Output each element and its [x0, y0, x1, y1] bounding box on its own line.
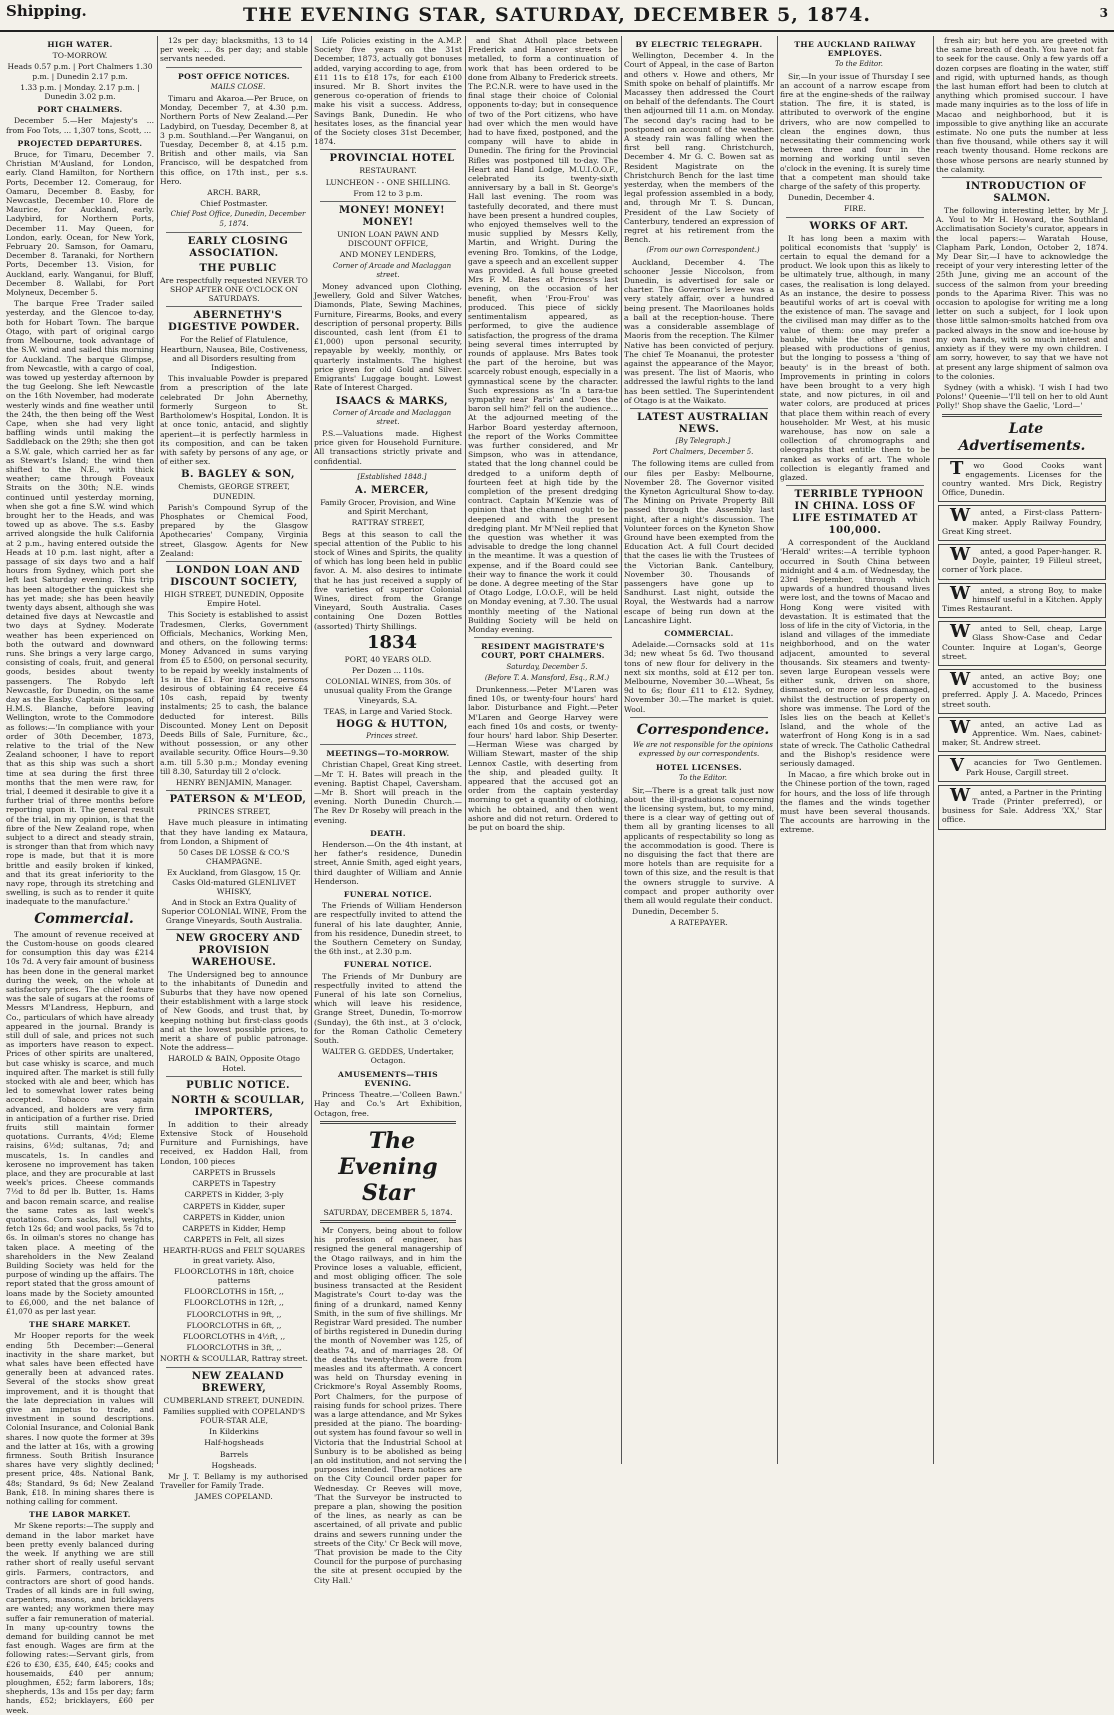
typhoon-heading: TERRIBLE TYPHOON IN CHINA. LOSS OF LIFE ESTIMATED AT 100,000. — [792, 489, 924, 537]
cask-size: Barrels — [219, 1449, 249, 1459]
commercial-text: The amount of revenue received at the Custom-house on goods cleared for consumption this day was £214 10s 7d. A very fair amount of business has been done in the general market during the week, on the whole at satisfactory prices. The chief feature was the sale of sugars at the rooms of Messrs M'Landress, Hepburn, and Co., particulars of which have already appeared in the journal. Brandy is still dull of sale, and prices not such as importers have reason to expect. Prices of other spirits are unaltered, but case whisky is scarce, and much inquired after. The market is still fully stocked with ale and beer, which has led to somewhat lower rates being accepted. Tobacco was again advanced, and holders are very firm in anticipation of a further rise. Dried fruits still maintain former quotations. Currants, 4½d; Eleme raisins, 6½d; sultanas, 7d; and muscatels, 1s. In candles and kerosene no improvement has taken place, and they are procurable at last week's prices. Cheese commands 7½d to 8d per lb. Butter, 1s. Hams and bacon remain scarce, and realise the same rates as last week's quotations. Corn sacks, full weights, fetch 12s 6d; and wool packs, 5s 7d to 6s. In oilman's stores no change has taken place. A meeting of the shareholders in the New Zealand Building Society was held for the purpose of winding up the affairs. The report stated that the gross amount of loans made by the Society amounted to £6,000, and the net balance of £1,070 as per last year. — [6, 929, 154, 1317]
mails-close-sub: MAILS CLOSE. — [210, 82, 266, 91]
luncheon-line: LUNCHEON - - ONE SHILLING. — [325, 177, 451, 187]
cask-size: Half-hogsheads — [204, 1438, 264, 1448]
carpet-item: CARPETS in Tapestry — [192, 1179, 276, 1189]
carpet-item: CARPETS in Kidder, super — [183, 1201, 285, 1211]
classified-ad — [938, 717, 1106, 753]
australian-news-text: The following items are culled from our files per Easby: Melbourne, November 28. The Governor visited the Kyneton Agricultural Show to-day. The Mining on Private Property Bill passed through the Assembly last night, after a night's discussion. The Volunteer forces on the Kyneton Show Ground have been exempted from the Education Act. A full Court decided that the cases lie with the Trustees of the Victorian Bank. Cantelbury, November 30. Thousands of passengers have gone up to Sandhurst. Last night, outside the Royal, the Westwards had a narrow escape of being run down at the Lancashire Light. — [624, 459, 774, 625]
letter-place-date: Dunedin, December 4. — [788, 193, 875, 203]
classified-ad — [938, 785, 1106, 830]
typhoon-continued-text: fresh air; but here you are greeted with the same breath of death. You have not far to seek for the cause. Only a few yards off a dozen corpses are floating in the water, stiff and rigid, with upturned hands, as though the last human effort had been to clutch at anything which promised succour. I have made many inquiries as to the loss of life in Macao and neighborhood, but it is impossible to give anything like an accurate estimate. No one puts the number at less than five thousand, while others say it will reach twenty thousand. Home reckons are those whose persons are nearly stunned by the calamity. — [936, 36, 1108, 174]
share-market-heading: THE SHARE MARKET. — [29, 1320, 131, 1330]
post-office-text: Timaru and Akaroa.—Per Bruce, on Monday, December 7, at 4.30 p.m. Northern Ports of New Zealand.—Per Ladybird, on Tuesday, December 8, at 3 p.m. Southland.—Per Wanganui, on Tuesday, December 8, at 4.15 p.m. British and other mails, via San Francisco, will be despatched from this office, on 17th inst., per s.s. Hero. — [160, 94, 308, 186]
post-office-heading: POST OFFICE NOTICES. — [178, 71, 290, 81]
column-1 — [6, 36, 154, 1715]
by-telegraph: [By Telegraph.] — [675, 436, 731, 445]
union-loan-text: Money advanced upon Clothing, Jewellery, Gold and Silver Watches, Diamonds, Plate, Sewing Machines, Furniture, Firearms, Books, and every description of personal property. Bills discounted, cash lent (from £1 to £1,000) upon personal security, repayable by weekly, monthly, or quarterly instalments. The highest price given for old Gold and Silver. Emigrants' Luggage bought. Lowest Rate of Interest Charged. — [314, 282, 462, 393]
column-6 — [780, 36, 930, 1464]
commercial-news-text: Adelaide.—Cornsacks sold at 11s 3d; new wheat 5s 6d. Two thousand tons of new flour for delivery in the next six months, sold at £12 per ton. Melbourne, November 30.—Wheat, 5s 9d to 6s; flour £11 to £12. Sydney, November 30.—The market is quiet. Wool. — [624, 640, 774, 714]
share-market-text: Mr Hooper reports for the week ending 5th December:—General inactivity in the share market, but what sales have been effected have generally been at advanced rates. Several of the stocks show great improvement, and it is thought that the late depreciation in values will give an impetus to trade, and investment in sound descriptions. Colonial Insurance, and Colonial Bank shares. I now quote the former at 39s and the latter at 16s, with a growing firmness. South British Insurance shares have very slightly declined; present price, 48s. National Bank, 48s; Standard, 9s 6d; New Zealand Bank, £18. In mining shares there is nothing calling for comment. — [6, 1331, 154, 1507]
cask-size: In Kilderkins — [209, 1427, 259, 1437]
teas-line: TEAS, in Large and Varied Stock. — [323, 706, 453, 716]
page-number: 3 — [1099, 6, 1108, 20]
isaacs-marks-name: ISAACS & MARKS, — [335, 395, 449, 407]
labor-market-text: Mr Skene reports:—The supply and demand in the labor market have been pretty evenly balanced during the week. If anything we are still rather short of really useful servant girls. Farmers, contractors, and contractors are short of good hands. Trades of all kinds are in full swing, carpenters, masons, and bricklayers are wanted; any workmen there may suffer a fair remuneration of material. In many up-country towns the demand for building cannot be met fast enough. Wages are firm at the following rates:—Servant girls, from £26 to £30, £35, £40, £45; cooks and housemaids, £40 per annum; ploughmen, £52; farm laborers, 18s; shepherds, 13s and 15s per day; farm hands, £52; bricklayers, £60 per week. — [6, 1521, 154, 1715]
death-text: Henderson.—On the 4th instant, at her father's residence, Dunedin street, Annie Smith, aged eight years, third daughter of William and Annie Henderson. — [314, 840, 462, 886]
classified-ad-text: Vacancies for Two Gentlemen. Park House, Cargill street. — [950, 755, 1102, 777]
classified-ad — [938, 544, 1106, 580]
arrivals-text: December 5.—Her Majesty's ... from Foo Tots, ... 1,307 tons, Scott, ... — [6, 116, 154, 135]
classified-ad-text: Wanted, a strong Boy, to make himself useful in a Kitchen. Apply Times Restaurant. — [942, 582, 1102, 613]
champagne-line: 50 Cases DE LOSSE & CO.'S CHAMPAGNE. — [178, 848, 290, 867]
restaurant-label: RESTAURANT. — [359, 166, 417, 176]
telegraph-text: Auckland, December 4. The schooner Jessie Niccolson, from Dunedin, is advertised for sale or charter. The Governor's levee was a very stately affair, over a hundred being present. The Maoriloanes holds a ball at the reception-house. There was a considerable assemblage of Maoris from the reception. The Kilmer Native has been convicted of perjury. The chief Te Moananui, the protester against the appearance of the Mayor, was present. The list of Maoris, who addressed the lawful rights to the land has been settled. The Superintendent of Otago is at the Waikato. — [624, 257, 774, 405]
departures-text: Bruce, for Timaru, December 7. Christian M'Ausland, for London, early. Cland Hamilton, for Northern Ports, December 12. Comeraug, for Oamaru, December 8. Easby, for Newcastle, December 10. Flore de Maurice, for Auckland, early. Ladybird, for Northern Ports, December 11. May Queen, for London, early. Ocean, for New York, February 20. Samson, for Oamaru, December 8. Taranaki, for Northern Ports, December 13. Vision, for Auckland, early. Wanganui, for Bluff, December 8. Wallabi, for Port Molyneux, December 5. — [6, 150, 154, 298]
established-line: [Established 1848.] — [357, 472, 427, 481]
floorcloth-item: FLOORCLOTHS in 12ft, ,, — [184, 1298, 284, 1308]
grocery-signature: HAROLD & BAIN, Opposite Otago Hotel. — [168, 1054, 300, 1073]
parrish-text: Parish's Compound Syrup of the Phosphates or Chemical Food, prepared by the Glasgow Apothecaries' Company, Virginia street, Glasgow. Agents for New Zealand: — [160, 502, 308, 558]
railway-employes-heading: THE AUCKLAND RAILWAY EMPLOYES. — [794, 40, 916, 59]
column-7 — [936, 36, 1108, 1464]
floorcloth-item: FLOORCLOTHS in 18ft, choice patterns — [174, 1266, 294, 1285]
brewery-heading: NEW ZEALAND BREWERY, — [191, 1370, 285, 1394]
high-water-sub: TO-MORROW. — [52, 51, 108, 61]
bellamy-text: Mr J. T. Bellamy is my authorised Traveller for Family Trade. — [160, 1471, 308, 1491]
grocery-heading: NEW GROCERY AND PROVISION WAREHOUSE. — [175, 932, 301, 968]
column-5 — [624, 36, 774, 1464]
classified-ad — [938, 669, 1106, 714]
hogg-hutton-address: Princes street. — [366, 731, 418, 740]
letter-signature: FIRE. — [844, 204, 866, 214]
isaacs-marks-ps: P.S.—Valuations made. Highest price given for Household Furniture. All transactions strictly private and confidential. — [314, 428, 462, 466]
meetings-text: Christian Chapel, Great King street.—Mr T. H. Bates will preach in the evening. Baptist Chapel, Caversham.—Mr B. Short will preach in the evening. North Dunedin Church.—The Rev Dr Roseby will preach in the evening. — [314, 760, 462, 825]
australian-news-date: Port Chalmers, December 5. — [652, 448, 754, 457]
early-closing-text: Are respectfully requested NEVER TO SHOP AFTER ONE O'CLOCK ON SATURDAYS. — [160, 275, 308, 304]
carpet-item: CARPETS in Kidder, union — [183, 1212, 285, 1222]
manager-name: HENRY BENJAMIN, Manager. — [175, 778, 293, 787]
postmaster-name: ARCH. BARR, — [207, 188, 261, 198]
correspondence-disclaimer: We are not responsible for the opinions expressed by our correspondents. — [633, 740, 773, 759]
wages-text: 12s per day; blacksmiths, 13 to 14 per week; ... 8s per day; and stable servants needed. — [160, 36, 308, 64]
anecdote-text: Sydney (with a whisk). 'I wish I had two Polons!' Queenie—'I'll tell on her to old Aunt Polly!' Shop shave the Gaelic, 'Lord—' — [936, 382, 1108, 411]
amusements-heading: AMUSEMENTS—THIS EVENING. — [338, 1069, 438, 1088]
column-rule — [777, 36, 778, 1464]
high-water-row: 1.33 p.m. | Monday. 2.17 p.m. | Dunedin 3.02 p.m. — [20, 82, 140, 102]
classified-ad — [938, 458, 1106, 503]
brewery-address: CUMBERLAND STREET, DUNEDIN. — [163, 1395, 305, 1405]
funeral-heading: FUNERAL NOTICE. — [343, 890, 433, 900]
post-office-date: Chief Post Office, Dunedin, December 5, 1874. — [170, 210, 306, 228]
commercial-heading: Commercial. — [34, 910, 134, 927]
north-scoullar-heading: NORTH & SCOULLAR, IMPORTERS, — [171, 1094, 305, 1118]
bagley-name: B. BAGLEY & SON, — [181, 469, 295, 481]
carpet-item: CARPETS in Brussels — [192, 1167, 276, 1177]
funeral-text: The Friends of Mr Dunbury are respectfully invited to attend the Funeral of his late son Cornelius, which will leave his residence, Grange Street, Dunedin, To-morrow (Sunday), the 6th inst., at 3 o'clock, for the Roman Catholic Cemetery South. — [314, 971, 462, 1046]
london-loan-address: HIGH STREET, DUNEDIN, Opposite Empire Hotel. — [164, 589, 304, 609]
floorcloth-item: FLOORCLOTHS in 4½ft, ,, — [182, 1331, 286, 1341]
column-2 — [160, 36, 308, 1502]
labor-market-heading: THE LABOR MARKET. — [29, 1510, 131, 1520]
to-the-editor: To the Editor. — [835, 60, 883, 69]
correspondent-note: (From our own Correspondent.) — [646, 246, 760, 255]
classified-ad-text: Wanted, a First-class Pattern-maker. Apply Railway Foundry, Great King street. — [942, 505, 1102, 536]
column-rule — [157, 36, 158, 1464]
hogg-hutton-name: HOGG & HUTTON, — [336, 718, 448, 730]
railway-letter-text: Sir,—In your issue of Thursday I see an account of a narrow escape from fire at the engine-sheds of the railway station. The fire, it is stated, is attributed to overwork of the engine drivers, who are now compelled to clean the engines down, thus necessitating their commencing work between three and four in the morning and working until seven o'clock in the evening. It is surely time that a competent man should take charge of the safety of this property. — [780, 71, 930, 192]
floorcloth-item: FLOORCLOTHS in 9ft, ,, — [186, 1309, 282, 1319]
works-of-art-text: It has long been a maxim with political economists that 'supply' is certain to equal the demand for a product. We look upon this as likely to be ultimately true, although, in many cases, the realisation is long delayed. As an instance, the desire to possess beautiful works of art is coeval with the existence of man. The savage and the civilised man may differ as to the value of them: one may prefer a bauble, while the other is most pleased with productions of genius, but the longing to possess a 'thing of beauty' is in the breast of both. Improvements in printing in colors have been brought to a very high state, and now pictures, in oil and water colors, are produced at prices that place them within reach of every householder. Mr West, at his music warehouse, has now on sale a collection of chromographs and oleographs that entitle them to be ranked as works of art. The whole collection is elegantly framed and glazed. — [780, 233, 930, 482]
provincial-hotel-heading: PROVINCIAL HOTEL — [329, 153, 455, 165]
classified-ad-text: Wanted, a Partner in the Printing Trade (Printer preferred), or business for Sale. Address 'XX,' Star office. — [942, 784, 1102, 825]
correspondence-heading: Correspondence. — [636, 721, 770, 738]
classified-ad-text: Wanted, a good Paper-hanger. R. Doyle, painter, 19 Filleul street, corner of York place. — [942, 543, 1102, 575]
amusements-text: Princess Theatre.—'Colleen Bawn.' Hay and Co.'s Art Exhibition, Octagon, free. — [314, 1090, 462, 1118]
paterson-address: PRINCES STREET, — [197, 807, 271, 817]
australian-news-heading: LATEST AUSTRALIAN NEWS. — [637, 411, 769, 435]
whisky-line: Ex Auckland, from Glasgow, 15 Qr. Casks Old-matured GLENLIVET WHISKY, — [167, 868, 301, 896]
column-rule — [465, 36, 466, 1464]
letter-signature: A RATEPAYER. — [670, 918, 728, 928]
salmon-text: The following interesting letter, by Mr J. A. Youl to Mr H. Howard, the Southland Acclimatisation Society's curator, appears in the local papers:— Waratah House, Clapham Park, London, October 2, 1874. My Dear Sir,—I have to acknowledge the receipt of your very interesting letter of the 25th June, giving me an account of the success of the salmon from your breeding ponds to the Aparima River. This was no occasion to apologise for writing me a long letter on such a subject, for I look upon those little salmon-smolts hatched from ova packed always in the snow and ice-house by my own hands, with so much interest and anxiety as if they were my own children. I am sorry, however, to say that we have not at present any large shipment of salmon ova to the colonies. — [936, 206, 1108, 381]
colonial-wines-line: COLONIAL WINES, from 30s. of unusual quality From the Grange Vineyards, S.A. — [323, 677, 453, 705]
to-the-editor: To the Editor. — [679, 774, 727, 783]
paterson-text: Have much pleasure in intimating that they have landing ex Mataura, from London, a Shipment of — [160, 818, 308, 846]
early-closing-heading: EARLY CLOSING ASSOCIATION. — [187, 235, 289, 259]
classified-ad-text: Wanted, an active Boy; one accustomed to the business preferred. Apply J. A. Macedo, Princes street south. — [942, 668, 1102, 709]
public-notice-heading: PUBLIC NOTICE. — [186, 1079, 290, 1091]
carpet-item: CARPETS in Kidder, Hemp — [182, 1223, 286, 1233]
north-scoullar-signature: NORTH & SCOULLAR, Rattray street. — [160, 1354, 308, 1364]
classified-ad-text: Wanted to Sell, cheap, Large Glass Show-Case and Cedar Counter. Inquire at Logan's, George street. — [942, 621, 1102, 661]
abernethy-heading: ABERNETHY'S DIGESTIVE POWDER. — [168, 310, 300, 334]
money-heading: MONEY! MONEY! MONEY! — [338, 205, 446, 229]
mercer-trade: Family Grocer, Provision, and Wine and Spirit Merchant, — [320, 497, 456, 517]
departures-heading: PROJECTED DEPARTURES. — [17, 138, 143, 148]
copeland-signature: JAMES COPELAND. — [195, 1492, 273, 1502]
mercer-text: Begs at this season to call the special attention of the Public to his stock of Wines and Spirits, the quality of which has long been held in public favor. A. M. also desires to intimate that he has just received a supply of five varieties of superior Colonial Wines, direct from the Grange Vineyard, South Australia. Cases containing One Dozen Bottles (assorted) Thirty Shillings. — [314, 529, 462, 631]
masthead — [0, 0, 1114, 32]
meetings-heading: MEETINGS—TO-MORROW. — [326, 749, 450, 759]
court-text: Drunkenness.—Peter M'Laren was fined 10s, or twenty-four hours' hard labor. Disturbance and Fight.—Peter M'Laren and George Harvey were each fined 10s and costs, or twenty-four hours' hard labor. Ship Deserter.—Herman Wiese was charged by William Stewart, master of the ship Lennox Castle, with deserting from the ship, and pleaded guilty. It appeared that the accused got an order from the captain yesterday morning to get a quantity of clothing, which he obtained, and then went ashore and did not return. Ordered to be put on board the ship. — [468, 685, 618, 833]
commercial-news-heading: COMMERCIAL. — [664, 628, 734, 638]
local-news-text: and Shat Atholl place between Frederick and Hanover streets be metalled, to form a continuation of work that has been ordered to be done from Albany to Frederick streets. The P.C.N.R. were to have used in the final stage their choice of Colonial opponents to-day; but in consequence of two of the Port citizens, who have had over which the men would have had to have fixed, postponed, and the company will have to abide in Dunedin. The firing for the Provincial Rifles was postponed till to-day. The Heart and Hand Lodge, M.U.I.O.O.F., celebrated its twenty-sixth anniversary by a ball in St. George's Hall last evening. The room was tastefully decorated, and there must have been present a hundred couples, who enjoyed themselves well to the music supplied by Messrs Kelly, Martin, and Wright. During the evening Bro. Tomkins, of the Lodge, gave a speech and an excellent supper was provided. A full house greeted Mrs F. M. Bates at Princess's last evening, on the occasion of her benefit, when 'Frou-Frou' was produced. This piece of sickly sentimentalism appeared, as performed, to give the audience satisfaction, the progress of the drama being several times interrupted by rounds of applause. Mrs Bates took the part of the heroine, but was scarcely robust enough, especially in a gymnastical scene by the character. Such expressions as 'In a tara-tue sympathy near Paris' and 'Does the baron sell him?' fell on the audience... At the adjourned meeting of the Harbor Board yesterday afternoon, the report of the Works Committee was further considered, and Mr Simpson, who was in attendance, stated that the long channel could be dredged to a uniform depth of fourteen feet at high tide by the completion of the present dredging contract. Captain M'Kenzie was of opinion that the channel ought to be deepened and with the present dredging plant. Mr M'Neil replied that the question was whether it was advisable to dredge the long channel in the meantime. It was a question of expense, and if the Board could see their way to finance the work it could be done. A degree meeting of the Star of Otago Lodge, I.O.O.F., will be held on Monday evening, at 7.30. The usual monthly meeting of the National Building Society will be held on Monday evening. — [468, 36, 618, 634]
carpet-item: CARPETS in Felt, all sizes — [183, 1235, 285, 1245]
carpet-item: CARPETS in Kidder, 3-ply — [184, 1190, 284, 1200]
late-advertisements-heading: Late Advertisements. — [958, 420, 1086, 454]
column-rule — [311, 36, 312, 1464]
mercer-address: RATTRAY STREET, — [351, 518, 425, 528]
section-title-shipping: Shipping. — [6, 2, 87, 20]
early-closing-public: THE PUBLIC — [199, 262, 277, 274]
hearth-rugs-line: HEARTH-RUGS and FELT SQUARES in great variety. Also, — [162, 1246, 306, 1265]
per-dozen-line: Per Dozen ... 110s. — [351, 665, 425, 675]
classified-ad — [938, 505, 1106, 541]
death-heading: DEATH. — [370, 828, 406, 838]
editorial-text: Mr Conyers, being about to follow his profession of engineer, has resigned the general managership of the Otago railways, and in him the Province loses a valuable, efficient, and most obliging officer. The sole business transacted at the Resident Magistrate's Court to-day was the fining of a drunkard, named Kenny Smith, in the sum of five shillings. Mr Registrar Ward presided. The number of births registered in Dunedin during the month of November was 125, of deaths 74, and of marriages 28. Of the deaths twenty-three were from measles and its aftermath. A concert was held on Thursday evening in Crickmore's Royal Assembly Rooms, Port Chalmers, for the purpose of raising funds for school prizes. There was a large attendance, and Mr Sykes presided at the piano. The boarding-out system has found favour so well in Victoria that the Industrial School at Sunbury is to be abolished as being an old institution, and not serving the purposes intended. Thera notices are on the City Council order paper for Wednesday. Cr Reeves will move, 'That the Surveyor be instructed to prepare a plan, showing the position of the lines, as nearly as can be ascertained, of all private and public drains and sewers running under the streets of the City.' Cr Beck will move, 'That provision be made to the City Council for the purpose of purchasing the site at present occupied by the City Hall.' — [314, 1225, 462, 1585]
court-date: Saturday, December 5. — [506, 662, 588, 671]
union-loan-heading: UNION LOAN PAWN AND DISCOUNT OFFICE, — [337, 230, 439, 249]
amp-society-text: Life Policies existing in the A.M.P. Society five years on the 31st December, 1873, actually got bonuses added, varying according to age, from £11 11s to £18 17s, for each £100 insured. Mr B. Short invites the generous co-operation of friends to make his visit a success. Address, Savings Bank, Dunedin. He who hesitates loses, as the financial year of the Society closes 31st December, 1874. — [314, 36, 462, 147]
column-rule — [621, 36, 622, 1464]
abernethy-sub: For the Relief of Flatulence, Heartburn, Nausea, Bile, Costiveness, and all Disorders resulting from Indigestion. — [160, 335, 308, 373]
shipping-report: The barque Free Trader sailed yesterday, and the Glencoe to-day, both for Hobart Town. The barque Otago, with part of original cargo from Melbourne, took advantage of the S.W. wind and sailed this morning for Auckland. The barque Glimpse, from Newcastle, with a cargo of coal, was towed up yesterday afternoon by the tug Geelong. She left Newcastle on the 16th November, had moderate westerly winds and fine weather until the 24th, the then being off the West Cape, when she had very light baffling winds until making the Saddleback on the 29th; she then got a S.W. gale, which carried her as far as Stewart's Island; the wind then shifted to the N.E., with thick weather; came through Foveaux Straits on the 30th; N.E. winds continued until yesterday morning, when she got a fine S.W. wind which brought her to the Heads, and was towed up as above. The s.s. Easby arrived alongside the hulk California at 2 p.m., having entered outside the Heads at 10 p.m. last night, after a passage of six days two and a half hours from Sydney, which port she left last Saturday evening. This trip has been altogether the quickest she has yet made; she has been heavily twenty days absent, although she was detained five days at Newcastle and two days at Sydney. Moderate weather has been experienced on both the outward and downward runs. She brings a very large cargo, consisting of coals, fruit, and general goods, besides about twenty passengers. The Robydo left Newcastle, for Dunedin, on the same day as the Easby. Captain Simpson, of H.M.S. Blanche, before leaving Wellington, wrote to the Commodore as follows:—'In compliance with your order of 30th December, 1873, relative to the trial of the New Zealand schooner, I have to report that as this ship was such a short time at sea during the first three months that the men were raw, for trial, I deemed it desirable to give it a further trial of three months before reporting upon it. The general result of the trial, in my opinion, is that the fibre of the New Zealand rope, when subject to a direct and steady strain, is stronger than that from which navy rope is made, but that it is more brittle and easily broken if kinked, and that its great inferiority to the navy rope, through its stretching and swelling, is such as to render it quite inadequate to the manufacture.' — [6, 299, 154, 907]
typhoon-text: In Macao, a fire which broke out in the Chinese portion of the town, raged for hours, and the loss of life through the flames and the winds together must have been several thousands. The accounts are harrowing in the extreme. — [780, 770, 930, 835]
undertaker-signature: WALTER G. GEDDES, Undertaker, Octagon. — [322, 1047, 454, 1066]
port-year: 1834 — [366, 631, 418, 653]
luncheon-time: From 12 to 3 p.m. — [353, 188, 423, 198]
grocery-text: The Undersigned beg to announce to the inhabitants of Dunedin and Suburbs that they have now opened their establishment with a large stock of New Goods, and trust that, by keeping nothing but first-class goods and at the lowest possible prices, to merit a share of public patronage. Note the address— — [160, 969, 308, 1053]
union-loan-sub: AND MONEY LENDERS, — [339, 250, 437, 260]
london-loan-heading: LONDON LOAN AND DISCOUNT SOCIETY, — [170, 564, 301, 588]
court-presiding: (Before T. A. Mansford, Esq., R.M.) — [484, 673, 610, 682]
floorcloth-item: FLOORCLOTHS in 15ft, ,, — [184, 1287, 284, 1297]
classified-ad — [938, 621, 1106, 666]
funeral-heading: FUNERAL NOTICE. — [343, 960, 433, 970]
column-4 — [468, 36, 618, 1464]
works-of-art-heading: WORKS OF ART. — [809, 220, 909, 232]
telegraph-heading: BY ELECTRIC TELEGRAPH. — [635, 40, 763, 49]
brewery-text: Families supplied with COPELAND'S FOUR-STAR ALE, — [162, 1406, 306, 1425]
north-scoullar-text: In addition to their already Extensive Stock of Household Furniture and Furnishings, have received, ex Haddon Hall, from London, 100 pieces — [160, 1119, 308, 1166]
letter-place-date: Dunedin, December 5. — [632, 907, 719, 917]
column-rule — [933, 36, 934, 1464]
port-heading: PORT CHALMERS. — [37, 105, 123, 115]
high-water-row: Heads 0.57 p.m. | Port Chalmers 1.30 p.m. | Dunedin 2.17 p.m. — [7, 62, 153, 81]
column-3 — [314, 36, 462, 1585]
typhoon-text: A correspondent of the Auckland 'Herald' writes:—A terrible typhoon occurred in South China between midnight and 4 a.m. of Wednesday, the 23rd September, through which upwards of a hundred thousand lives were lost, and the towns of Macao and Hong Kong were visited with devastation. It is estimated that the loss of life in the city of Victoria, in the island and villages of the immediate neighborhood, and on the water adjacent, amounted to several thousands. Six steamers and twenty-seven large European vessels were either sunk, driven on shore, dismasted, or more or less damaged, whilst the destruction of property on shore was immense. The Lord of the Isles lies on the beach at Kellet's Island, and the whole of the waterfront of Hong Kong is in a sad state of wreck. The Catholic Cathedral and the Bishop's residence were seriously damaged. — [780, 538, 930, 769]
funeral-text: The Friends of William Henderson are respectfully invited to attend the funeral of his late daughter, Annie, from his residence, Dunedin street, to the Southern Cemetery on Sunday, the 6th inst., at 2.30 p.m. — [314, 901, 462, 957]
newspaper-title: THE EVENING STAR, SATURDAY, DECEMBER 5, 1874. — [243, 4, 871, 26]
bagley-address: Chemists, GEORGE STREET, DUNEDIN. — [178, 482, 290, 501]
cask-size: Hogsheads. — [211, 1460, 257, 1470]
postmaster-title: Chief Postmaster. — [200, 199, 268, 209]
union-loan-address: Corner of Arcade and Maclaggan street. — [332, 261, 452, 279]
floorcloth-item: FLOORCLOTHS in 6ft, ,, — [186, 1320, 282, 1330]
mercer-name: A. MERCER, — [354, 484, 430, 496]
magistrates-court-heading: RESIDENT MAGISTRATE'S COURT, PORT CHALMERS. — [481, 642, 605, 661]
classified-ad-text: Wanted, an active Lad as Apprentice. Wm. Naes, cabinet-maker, St. Andrew street. — [942, 716, 1102, 748]
evening-star-nameplate: The Evening Star — [338, 1127, 438, 1206]
classified-ad — [938, 583, 1106, 619]
hotel-licenses-heading: HOTEL LICENSES. — [655, 763, 742, 773]
classified-ad — [938, 755, 1106, 781]
colonial-wine-line: And in Stock an Extra Quality of Superior COLONIAL WINE, From the Grange Vineyards, South Australia. — [161, 898, 307, 926]
floorcloth-item: FLOORCLOTHS in 3ft, ,, — [186, 1343, 282, 1353]
port-line: PORT, 40 YEARS OLD. — [344, 654, 432, 664]
telegraph-text: Wellington, December 4. In the Court of Appeal, in the case of Barton and others v. Howe and others, Mr Smith spoke on behalf of plaintiffs. Mr Macassey then addressed the Court on behalf of the defendants. The Court then adjourned till 11 a.m. on Monday. The second day's racing had to be postponed on account of the weather. A steady rain was falling when the first bell rang. Christchurch, December 4. Mr G. C. Bowen sat as Resident Magistrate on the Christchurch Bench for the last time yesterday, when the members of the legal profession assembled in a body, and, through Mr T. S. Duncan, President of the Law Society of Canterbury, tendered an expression of regret at his retirement from the Bench. — [624, 51, 774, 245]
isaacs-marks-address: Corner of Arcade and Maclaggan street. — [332, 408, 452, 426]
london-loan-text: This Society is established to assist Tradesmen, Clerks, Government Officials, Mechanics, Working Men, and others, on the following terms: Money Advanced in sums varying from £5 to £500, on personal security, to be repaid by weekly instalments of 1s in the £1. For instance, persons desirous of obtaining £4 receive £4 10s cash, repaid by twenty instalments; 25 to cash, the balance deducted for interest. Bills Discounted. Money Lent on Deposit Deeds Bills of Sale, Furniture, &c., without possession, or any other available security. Office Hours—9.30 a.m. till 5.30 p.m.; Monday evening till 8.30, Saturday till 2 o'clock. — [160, 610, 308, 776]
hotel-licenses-text: Sir,—There is a great talk just now about the ill-graduations concerning the licensing system, but, to my mind, there is a clear way of getting out of them all by granting licenses to all applicants of respectability so long as the accommodation is good. There is no disguising the fact that there are more hotels than are requisite for a town of this size, and the result is that the owners struggle to survive. A compact and proper authority over them all would regulate their conduct. — [624, 785, 774, 906]
paterson-heading: PATERSON & M'LEOD, — [169, 794, 307, 806]
abernethy-text: This invaluable Powder is prepared from a prescription of the late celebrated Dr John Abernethy, formerly Surgeon to St. Bartholomew's Hospital, London. It is at once tonic, antacid, and slightly aperient—it is perfectly harmless in its composition, and can be taken with safety by persons of any age, or of either sex. — [160, 374, 308, 467]
edition-date: SATURDAY, DECEMBER 5, 1874. — [323, 1207, 453, 1217]
classified-ad-text: Two Good Cooks want engagements. Licenses for the country wanted. Mrs Dick, Registry Office, Dunedin. — [942, 457, 1102, 498]
salmon-heading: INTRODUCTION OF SALMON. — [965, 181, 1087, 205]
high-water-heading: HIGH WATER. — [47, 40, 113, 49]
